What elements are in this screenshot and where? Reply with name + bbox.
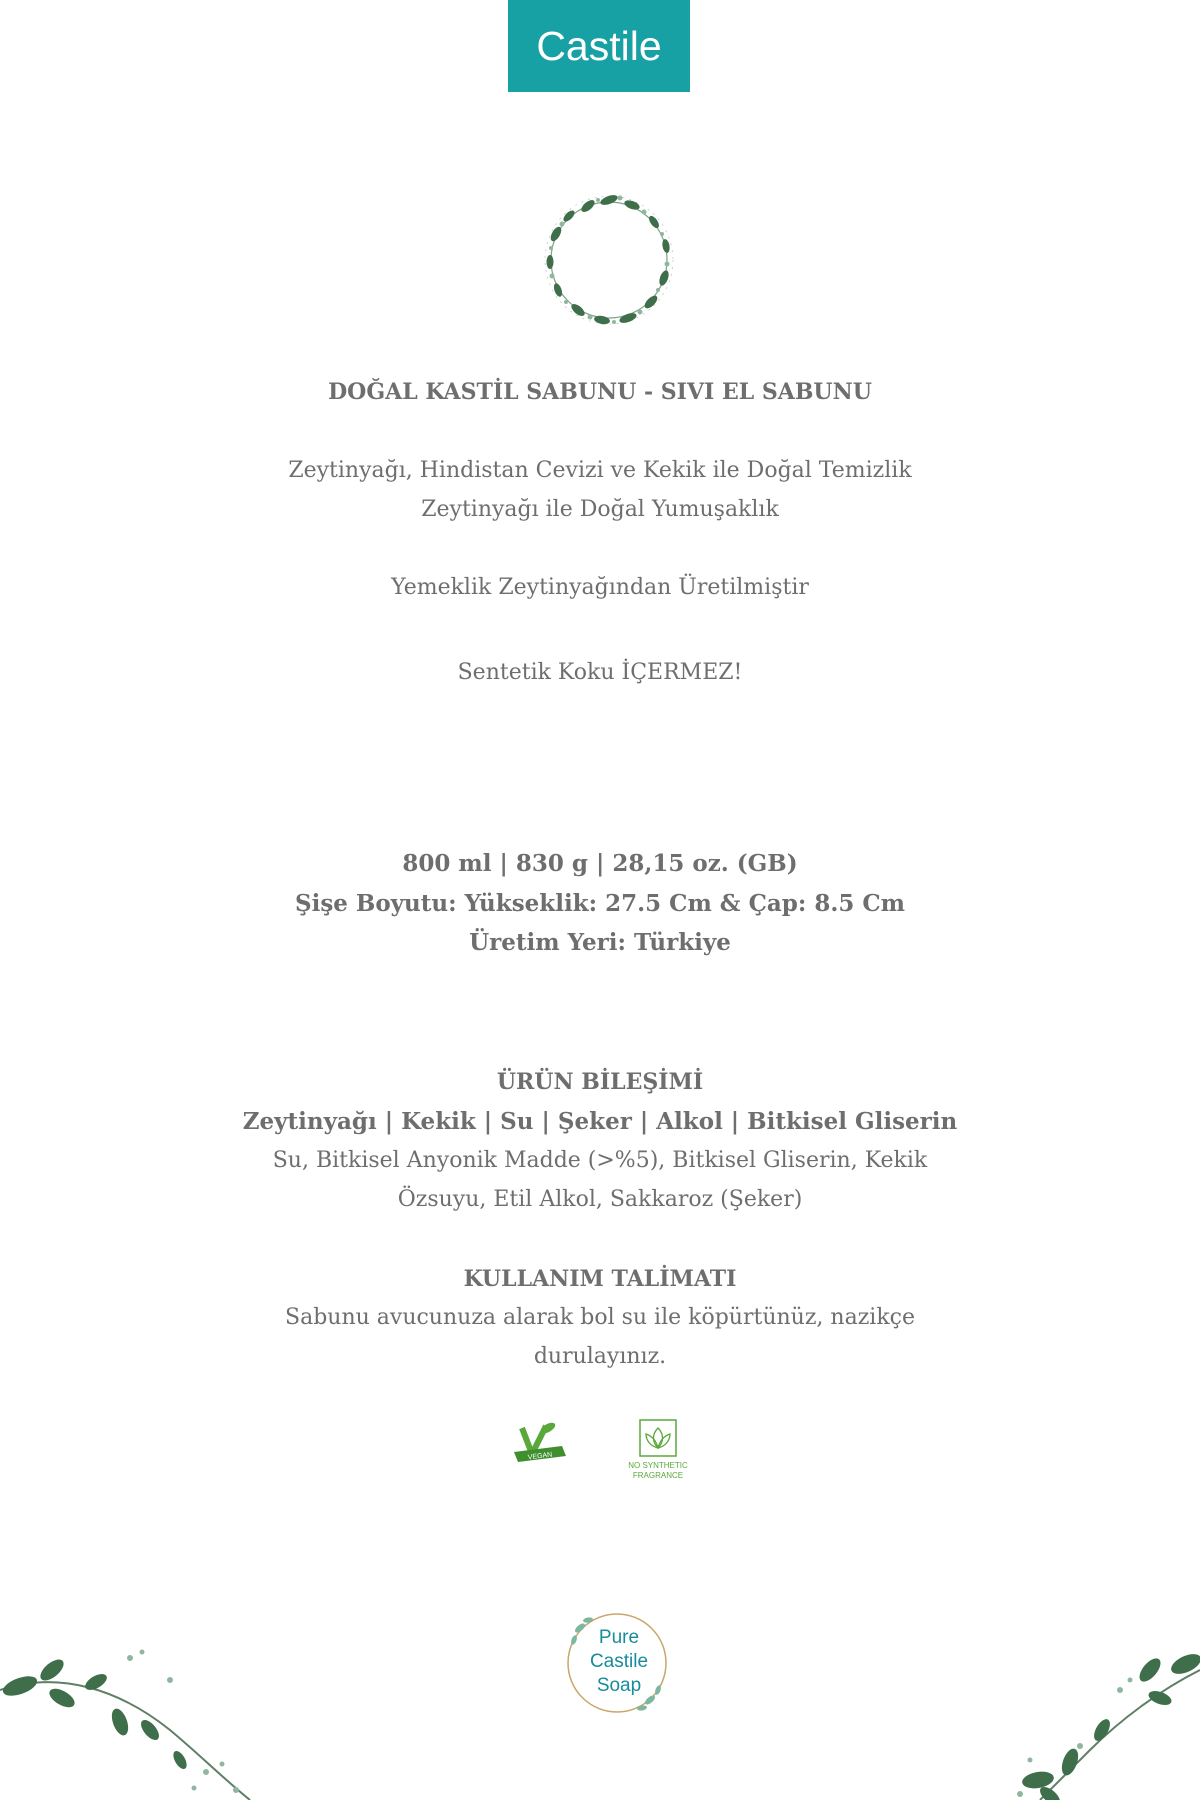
badge-text: NO SYNTHETIC — [628, 1461, 688, 1470]
usage-text: Sabunu avucunuza alarak bol su ile köpürtünüz, nazikçe — [285, 1305, 915, 1330]
volume-weight: 800 ml | 830 g | 28,15 oz. (GB) — [402, 850, 798, 877]
seal-text: Castile — [589, 1651, 649, 1672]
vegan-icon — [510, 1420, 570, 1476]
composition-heading: ÜRÜN BİLEŞİMİ — [496, 1069, 704, 1095]
product-title: DOĞAL KASTİL SABUNU - SIVI EL SABUNU — [328, 379, 872, 405]
badge-text: FRAGRANCE — [632, 1471, 684, 1480]
description-line: Zeytinyağı, Hindistan Cevizi ve Kekik ile Doğal Temizlik — [288, 458, 912, 483]
description-line: Yemeklik Zeytinyağından Üretilmiştir — [391, 575, 809, 600]
vegan-label: VEGAN — [527, 1451, 553, 1462]
leaf-branch-icon — [1010, 1650, 1200, 1800]
no-synthetic-fragrance-icon — [624, 1418, 696, 1482]
seal-text: Soap — [596, 1675, 642, 1696]
leaf-branch-icon — [0, 1640, 260, 1800]
usage-heading: KULLANIM TALİMATI — [463, 1266, 737, 1292]
brand-tab: Castile — [508, 0, 690, 92]
seal-text: Pure — [598, 1627, 640, 1648]
description-line: Sentetik Koku İÇERMEZ! — [457, 660, 743, 685]
composition-detail: Su, Bitkisel Anyonik Madde (>%5), Bitkisel Gliserin, Kekik — [272, 1148, 928, 1173]
usage-text: durulayınız. — [533, 1344, 667, 1369]
origin: Üretim Yeri: Türkiye — [469, 929, 731, 956]
composition-detail: Özsuyu, Etil Alkol, Sakkaroz (Şeker) — [397, 1187, 803, 1212]
description-line: Zeytinyağı ile Doğal Yumuşaklık — [421, 497, 779, 522]
wreath-icon — [536, 186, 682, 334]
composition-summary: Zeytinyağı | Kekik | Su | Şeker | Alkol | Bitkisel Gliserin — [242, 1108, 958, 1135]
bottle-size: Şişe Boyutu: Yükseklik: 27.5 Cm & Çap: 8.5 Cm — [294, 890, 906, 917]
